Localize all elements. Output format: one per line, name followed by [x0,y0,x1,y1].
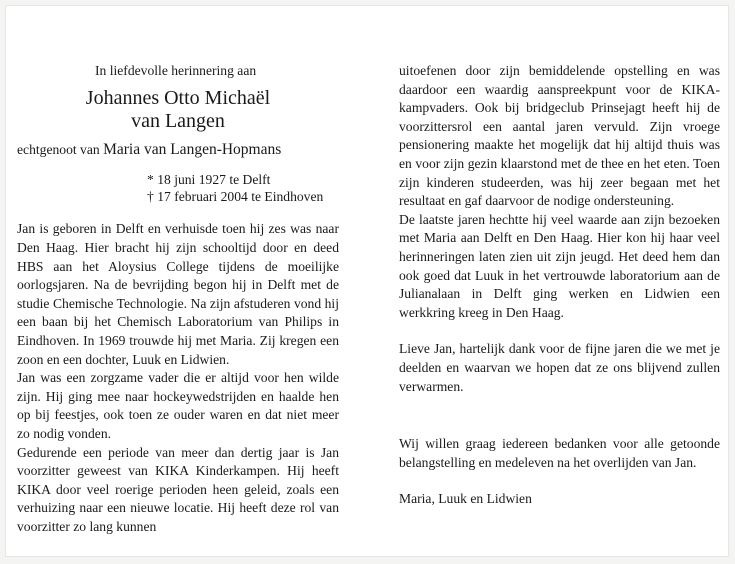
birth-date: * 18 juni 1927 te Delft [147,172,271,188]
death-date: † 17 februari 2004 te Eindhoven [147,188,324,204]
bio-paragraph: uitoefenen door zijn bemiddelende opstelling en was daardoor een waardig aanspreekpunt voor de KIKA-kampvaders. Ook bij bridgeclub Prinsejagt heeft hij de voorzittersrol een aantal jaren vervuld. Zijn vroege pensionering maakte het mogelijk dat hij altijd thuis was en voor zijn gezin klaarstond met de thee en het eten. Toen zijn kinderen studeerden, was hij zeer begaan met het resultaat en gaf daarvoor de nodige ondersteuning. [399,63,720,209]
thanks-paragraph: Wij willen graag iedereen bedanken voor alle getoonde belangstelling en medeleven na het overlijden van Jan. [399,436,720,470]
left-body [17,220,339,536]
left-column [17,62,339,536]
right-column [399,62,720,509]
farewell-paragraph: Lieve Jan, hartelijk dank voor de fijne jaren die we met je deelden en waarvan we hopen dat ze ons blijvend zullen verwarmen. [399,341,720,394]
spouse-name: Maria van Langen-Hopmans [103,140,282,158]
deceased-name-line2: van Langen [131,109,225,132]
bio-paragraph: Gedurende een periode van meer dan dertig jaar is Jan voorzitter geweest van KIKA Kinderkampen. Hij heeft KIKA door veel roerige perioden heen geleid, zoals een verhuizing naar een nieuwe locatie. Hij heeft deze rol van voorzitter zo lang kunnen [17,444,339,534]
memorial-card [6,6,728,556]
deceased-name-line1: Johannes Otto Michaël [85,86,271,109]
bio-paragraph: De laatste jaren hechtte hij veel waarde aan zijn bezoeken met Maria aan Delft en Den Haag. Hier kon hij haar veel herinneringen laten zien uit zijn jeugd. Het deed hem dan ook goed dat Luuk in het vertrouwde laboratorium aan de Julianalaan in Delft ging werken en Lidwien een werkkring kreeg in Den Haag. [399,211,720,320]
signature-line: Maria, Luuk en Lidwien [399,491,532,507]
intro-line: In liefdevolle herinnering aan [95,63,257,78]
bio-paragraph: Jan is geboren in Delft en verhuisde toen hij zes was naar Den Haag. Hier bracht hij zijn schooltijd door en deed HBS aan het Aloysius College tijdens de moeilijke oorlogsjaren. Na de bevrijding begon hij in Delft met de studie Chemische Technologie. Na zijn afstuderen vond hij een baan bij het Chemisch Laboratorium van Philips in Eindhoven. In 1969 trouwde hij met Maria. Zij kregen een zoon en een dochter, Luuk en Lidwien. [17,221,339,367]
spouse-prefix: echtgenoot van [17,141,100,157]
bio-paragraph: Jan was een zorgzame vader die er altijd voor hen wilde zijn. Hij ging mee naar hockeywedstrijden en haalde hen op bij feestjes, ook toen ze ouder waren en dat niet meer zo nodig vonden. [17,370,339,441]
life-dates [147,172,339,205]
spouse-line [17,141,339,160]
